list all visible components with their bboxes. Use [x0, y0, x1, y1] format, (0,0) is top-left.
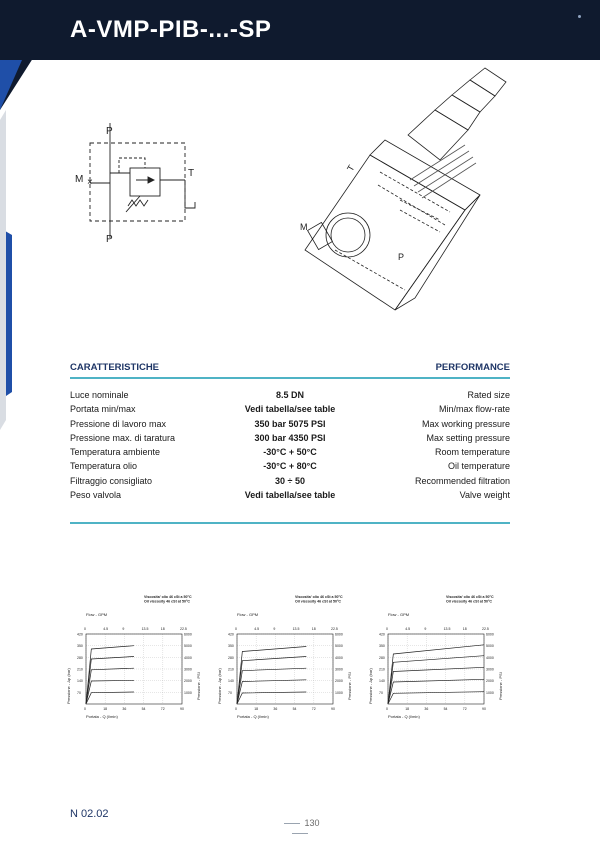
- specs-section-header: [70, 362, 510, 373]
- chart-right-label: Pressione - PSI: [347, 672, 352, 700]
- symbol-port-m: M: [75, 174, 84, 185]
- characteristics-heading: CARATTERISTICHE: [70, 362, 160, 373]
- chart-series-line-350: [388, 645, 484, 704]
- corner-dot: [578, 15, 581, 18]
- spec-label: Temperatura ambiente: [70, 447, 161, 458]
- chart-x-tick: 72: [462, 707, 467, 711]
- chart-y-tick: 140: [379, 679, 385, 684]
- chart-y-tick: 280: [77, 655, 83, 660]
- side-stripe-decoration: [0, 0, 70, 848]
- chart-top-tick: 22.5: [180, 627, 187, 631]
- pressure-flow-chart-1: [64, 592, 204, 724]
- chart-top-tick: 9: [424, 627, 427, 631]
- chart-right-tick: 3000: [486, 667, 494, 672]
- drawing-port-m: M: [300, 222, 308, 232]
- chart-y-tick: 350: [379, 644, 385, 649]
- spec-label: Pressione max. di taratura: [70, 432, 176, 443]
- chart-top-tick: 18: [462, 627, 467, 631]
- chart-x-tick: 18: [405, 707, 410, 711]
- specs-table: [70, 388, 510, 502]
- symbol-port-p-top: P: [106, 126, 113, 137]
- spec-english: Valve weight: [459, 490, 510, 501]
- chart-right-tick: 5000: [184, 644, 192, 649]
- chart-right-tick: 1000: [486, 690, 494, 695]
- chart-right-tick: 4000: [184, 655, 192, 660]
- drawing-port-p: P: [398, 252, 405, 262]
- chart-series-line-70: [237, 692, 306, 704]
- chart-series-line-350: [237, 647, 306, 705]
- chart-y-label: Pressione - Δp (bar): [66, 668, 71, 704]
- chart-x-tick: 0: [235, 707, 237, 711]
- chart-x-tick: 72: [311, 707, 316, 711]
- top-divider: [70, 377, 510, 379]
- page-title: A-VMP-PIB-...-SP: [70, 16, 272, 43]
- chart-title: Viscosita' olio 46 cSt a 50°C: [295, 595, 343, 599]
- chart-top-tick: 4.5: [254, 627, 260, 631]
- chart-top-tick: 18: [311, 627, 316, 631]
- chart-y-tick: 210: [379, 667, 385, 672]
- chart-x-tick: 54: [141, 707, 146, 711]
- chart-x-tick: 72: [160, 707, 165, 711]
- chart-right-tick: 1000: [335, 690, 343, 695]
- chart-x-label: Portata - Q (l/min): [388, 714, 420, 719]
- spec-label: Filtraggio consigliato: [70, 475, 153, 486]
- spec-english: Max working pressure: [421, 418, 510, 429]
- chart-top-axis-label: Flow - GPM: [388, 612, 410, 617]
- plug-x-icon: ×: [87, 177, 93, 188]
- chart-subtitle: Oil viscosity 46 cSt at 50°C: [144, 599, 190, 604]
- chart-x-tick: 54: [292, 707, 297, 711]
- spec-label: Pressione di lavoro max: [70, 418, 167, 429]
- spec-value: 30 ÷ 50: [275, 475, 305, 486]
- bottom-divider: [70, 522, 510, 524]
- chart-y-tick: 280: [228, 655, 234, 660]
- chart-right-tick: 2000: [184, 679, 192, 684]
- chart-right-tick: 2000: [335, 679, 343, 684]
- chart-y-tick: 70: [228, 690, 232, 695]
- spec-row: [70, 445, 510, 459]
- spec-row: [70, 402, 510, 416]
- spec-english: Room temperature: [434, 447, 510, 458]
- chart-top-tick: 0: [386, 627, 388, 631]
- chart-x-tick: 36: [424, 707, 429, 711]
- spec-english: Oil temperature: [447, 461, 510, 472]
- chart-top-tick: 4.5: [405, 627, 411, 631]
- chart-x-tick: 36: [273, 707, 278, 711]
- spec-row: [70, 474, 510, 488]
- chart-subtitle: Oil viscosity 46 cSt at 50°C: [295, 599, 341, 604]
- document-code: N 02.02: [70, 808, 109, 820]
- spec-label: Peso valvola: [70, 490, 122, 501]
- chart-series-line-70: [388, 692, 484, 704]
- chart-x-tick: 36: [122, 707, 127, 711]
- chart-right-tick: 3000: [335, 667, 343, 672]
- chart-top-axis-label: Flow - GPM: [237, 612, 259, 617]
- chart-right-tick: 4000: [335, 655, 343, 660]
- chart-x-tick: 90: [482, 707, 486, 711]
- chart-x-tick: 90: [331, 707, 335, 711]
- chart-right-tick: 1000: [184, 690, 192, 695]
- chart-y-tick: 210: [77, 667, 83, 672]
- spec-english: Min/max flow-rate: [438, 404, 510, 415]
- chart-x-label: Portata - Q (l/min): [86, 714, 118, 719]
- chart-series-line-210: [86, 668, 134, 704]
- spec-value: 8.5 DN: [275, 390, 304, 400]
- chart-top-tick: 0: [235, 627, 237, 631]
- chart-x-tick: 0: [84, 707, 86, 711]
- chart-y-tick: 140: [228, 679, 234, 684]
- spec-row: [70, 431, 510, 445]
- performance-heading: PERFORMANCE: [435, 362, 510, 373]
- chart-y-label: Pressione - Δp (bar): [368, 668, 373, 704]
- symbol-port-p-bottom: P: [106, 234, 113, 245]
- chart-top-tick: 22.5: [482, 627, 489, 631]
- chart-top-tick: 13.5: [292, 627, 300, 631]
- chart-y-tick: 280: [379, 655, 385, 660]
- chart-x-label: Portata - Q (l/min): [237, 714, 269, 719]
- chart-x-tick: 18: [254, 707, 259, 711]
- spec-value: Vedi tabella/see table: [244, 404, 336, 415]
- chart-top-tick: 18: [160, 627, 165, 631]
- chart-series-line-350: [86, 646, 134, 704]
- pressure-flow-chart-3: [366, 592, 506, 724]
- drawing-port-t: T: [345, 163, 357, 173]
- chart-right-tick: 2000: [486, 679, 494, 684]
- spec-english: Max setting pressure: [426, 432, 510, 443]
- spec-label: Portata min/max: [70, 404, 136, 415]
- spec-value: -30°C + 50°C: [263, 447, 317, 458]
- spec-row: [70, 417, 510, 431]
- pressure-flow-chart-2: [215, 592, 355, 724]
- spec-row: [70, 488, 510, 502]
- page-number: 130: [270, 818, 330, 838]
- chart-y-label: Pressione - Δp (bar): [217, 668, 222, 704]
- chart-right-tick: 3000: [184, 667, 192, 672]
- chart-y-tick: 420: [379, 632, 385, 637]
- chart-y-tick: 350: [77, 644, 83, 649]
- chart-right-tick: 5000: [486, 644, 494, 649]
- chart-top-axis-label: Flow - GPM: [86, 612, 108, 617]
- chart-right-tick: 6000: [486, 632, 494, 637]
- symbol-port-t: T: [188, 168, 195, 179]
- spec-value: 300 bar 4350 PSI: [254, 432, 326, 443]
- chart-x-tick: 0: [386, 707, 388, 711]
- chart-right-tick: 5000: [335, 644, 343, 649]
- spec-label: Luce nominale: [70, 390, 129, 400]
- chart-y-tick: 70: [379, 690, 383, 695]
- chart-y-tick: 140: [77, 679, 83, 684]
- chart-series-line-210: [388, 667, 484, 704]
- chart-y-tick: 420: [228, 632, 234, 637]
- chart-top-tick: 13.5: [443, 627, 451, 631]
- chart-top-tick: 13.5: [141, 627, 149, 631]
- chart-y-tick: 70: [77, 690, 81, 695]
- spec-english: Recommended filtration: [414, 475, 510, 486]
- chart-right-label: Pressione - PSI: [196, 672, 201, 700]
- chart-title: Viscosita' olio 46 cSt a 50°C: [446, 595, 494, 599]
- spec-value: 350 bar 5075 PSI: [254, 418, 326, 429]
- chart-x-tick: 18: [103, 707, 108, 711]
- valve-drawing: [290, 60, 530, 320]
- chart-right-label: Pressione - PSI: [498, 672, 503, 700]
- chart-top-tick: 9: [122, 627, 125, 631]
- chart-y-tick: 420: [77, 632, 83, 637]
- spec-row: [70, 459, 510, 473]
- chart-y-tick: 350: [228, 644, 234, 649]
- chart-right-tick: 6000: [184, 632, 192, 637]
- spec-english: Rated size: [467, 390, 510, 400]
- spec-row: [70, 388, 510, 402]
- spec-value: Vedi tabella/see table: [244, 490, 336, 501]
- spec-value: -30°C + 80°C: [263, 461, 317, 472]
- chart-top-tick: 4.5: [103, 627, 109, 631]
- chart-x-tick: 54: [443, 707, 448, 711]
- chart-right-tick: 6000: [335, 632, 343, 637]
- hydraulic-symbol: [70, 118, 220, 248]
- chart-right-tick: 4000: [486, 655, 494, 660]
- chart-top-tick: 0: [84, 627, 86, 631]
- spec-label: Temperatura olio: [70, 461, 138, 472]
- chart-top-tick: 22.5: [331, 627, 338, 631]
- chart-subtitle: Oil viscosity 46 cSt at 50°C: [446, 599, 492, 604]
- chart-title: Viscosita' olio 46 cSt a 50°C: [144, 595, 192, 599]
- chart-x-tick: 90: [180, 707, 184, 711]
- page-header: [0, 0, 600, 60]
- chart-series-line-70: [86, 692, 134, 704]
- chart-top-tick: 9: [273, 627, 276, 631]
- chart-y-tick: 210: [228, 667, 234, 672]
- chart-series-line-210: [237, 668, 306, 704]
